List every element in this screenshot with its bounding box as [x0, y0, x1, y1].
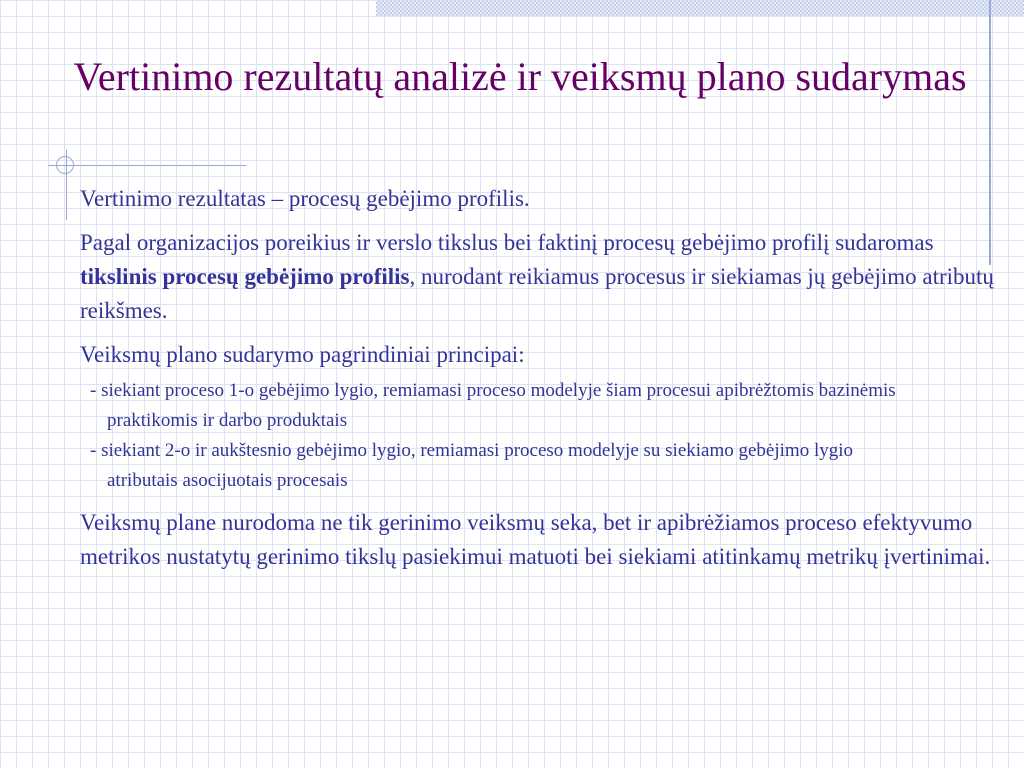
target-profile-emphasis: tikslinis procesų gebėjimo profilis	[80, 264, 410, 289]
left-horizontal-rule	[48, 165, 246, 166]
principles-list	[80, 376, 995, 496]
paragraph-result: Vertinimo rezultatas – procesų gebėjimo profilis.	[80, 186, 530, 211]
target-profile-text-before: Pagal organizacijos poreikius ir verslo tikslus bei faktinį procesų gebėjimo profilį sudaromas	[80, 230, 934, 255]
paragraph-principles: Veiksmų plano sudarymo pagrindiniai principai:	[80, 342, 525, 367]
paragraph-target-profile	[80, 226, 995, 328]
top-decorative-band	[376, 0, 1024, 16]
paragraph-action-plan: Veiksmų plane nurodoma ne tik gerinimo veiksmų seka, bet ir apibrėžiamos proceso efektyvumo metrikos nustatytų gerinimo tikslų pasiekimui matuoti bei siekiami atitinkamų metrikų įvertinimai.	[80, 510, 991, 569]
target-profile-text-after: , nurodant reikiamus procesus ir siekiamas jų gebėjimo atributų reikšmes.	[80, 264, 994, 323]
slide-body	[80, 182, 995, 584]
principle-item: - siekiant proceso 1-o gebėjimo lygio, remiamasi proceso modelyje šiam procesui apibrėžtomis bazinėmis praktikomis ir darbo produktais	[90, 380, 896, 431]
principle-item: - siekiant 2-o ir aukštesnio gebėjimo lygio, remiamasi proceso modelyje su siekiamo gebėjimo lygio atributais asocijuotais procesais	[90, 440, 854, 491]
corner-circle-ornament	[56, 156, 74, 174]
slide-title: Vertinimo rezultatų analizė ir veiksmų plano sudarymas	[73, 54, 967, 99]
